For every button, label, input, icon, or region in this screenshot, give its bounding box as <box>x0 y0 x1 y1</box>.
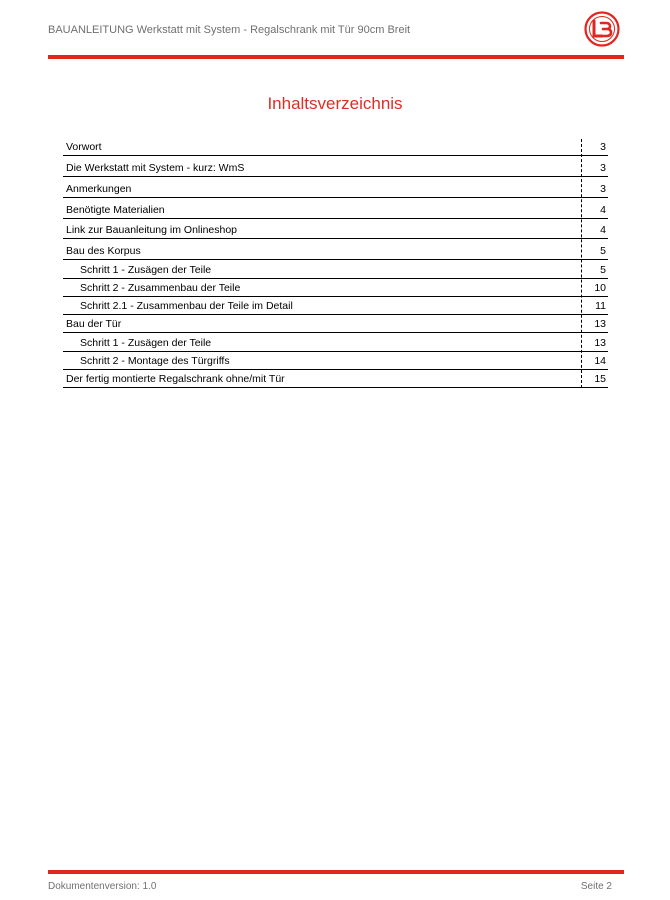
toc-entry-label: Bau des Korpus <box>66 245 141 257</box>
toc-entry-label: Schritt 1 - Zusägen der Teile <box>80 337 212 349</box>
toc-entry[interactable] <box>63 222 608 239</box>
toc-entry-page: 5 <box>600 245 606 257</box>
toc-subentry[interactable] <box>63 353 608 370</box>
toc-entry-page: 13 <box>594 318 606 330</box>
toc-entry-page: 5 <box>600 264 606 276</box>
toc-entry-label: Der fertig montierte Regalschrank ohne/mit Tür <box>66 373 285 385</box>
toc-entry-label: Anmerkungen <box>66 183 132 195</box>
toc-entry[interactable] <box>63 139 608 156</box>
lb-logo <box>584 11 620 47</box>
toc-entry-page: 10 <box>594 282 606 294</box>
toc-entry-page: 11 <box>595 300 606 312</box>
toc-entry-label: Schritt 2 - Zusammenbau der Teile <box>80 282 241 294</box>
toc-entry-page: 13 <box>594 337 606 349</box>
toc-subentry[interactable] <box>63 280 608 297</box>
toc-entry-page: 14 <box>594 355 606 367</box>
toc-entry[interactable] <box>63 181 608 198</box>
toc-entry-page: 3 <box>600 141 606 153</box>
document-version: Dokumentenversion: 1.0 <box>48 881 157 892</box>
toc-subentry[interactable] <box>63 335 608 352</box>
toc-entry-label: Benötigte Materialien <box>66 204 165 216</box>
toc-subentry[interactable] <box>63 298 608 315</box>
toc-entry-page: 4 <box>600 224 606 236</box>
footer-rule <box>48 870 624 874</box>
toc-heading: Inhaltsverzeichnis <box>267 94 403 113</box>
toc-entry[interactable] <box>63 202 608 219</box>
toc-entry-label: Bau der Tür <box>66 318 122 330</box>
toc-entry-label: Schritt 1 - Zusägen der Teile <box>80 264 212 276</box>
toc-entry-label: Vorwort <box>66 141 102 153</box>
page-number: Seite 2 <box>580 881 612 892</box>
toc-entry-label: Die Werkstatt mit System - kurz: WmS <box>66 162 245 174</box>
toc-entry-page: 3 <box>600 162 606 174</box>
toc-entry-label: Schritt 2.1 - Zusammenbau der Teile im Detail <box>80 300 293 312</box>
toc-entry-page: 15 <box>594 373 606 385</box>
header-rule <box>48 55 624 59</box>
toc-entry-label: Schritt 2 - Montage des Türgriffs <box>80 355 230 367</box>
toc-entry-page: 4 <box>600 204 606 216</box>
toc-entry-page: 3 <box>600 183 606 195</box>
toc-entry[interactable] <box>63 316 608 333</box>
toc-entry[interactable] <box>63 160 608 177</box>
toc-entry-label: Link zur Bauanleitung im Onlineshop <box>66 224 238 236</box>
toc-subentry[interactable] <box>63 262 608 279</box>
toc-entry[interactable] <box>63 243 608 260</box>
table-of-contents <box>63 139 608 388</box>
toc-entry[interactable] <box>63 371 608 388</box>
document-header-title: BAUANLEITUNG Werkstatt mit System - Regalschrank mit Tür 90cm Breit <box>48 24 411 36</box>
